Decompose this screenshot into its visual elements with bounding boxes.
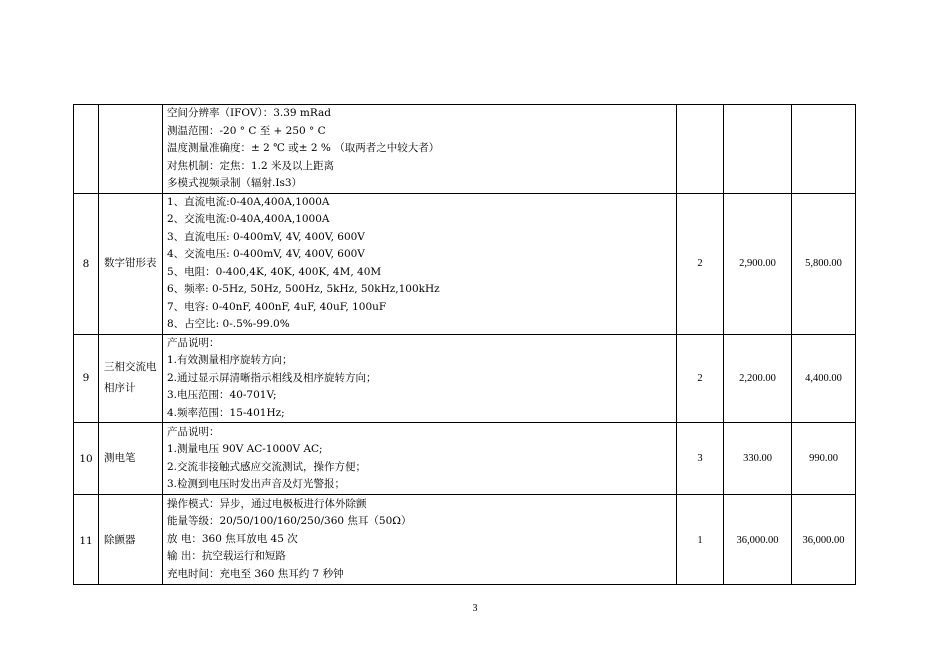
description-line: 产品说明： bbox=[167, 425, 220, 438]
description-line: 空间分辨率（IFOV）：3.39 mRad bbox=[167, 107, 331, 119]
description-line: 1.有效测量相序旋转方向； bbox=[167, 354, 293, 366]
total-price-cell: 990.00 bbox=[792, 423, 856, 495]
quantity-cell: 1 bbox=[677, 495, 724, 585]
item-number-cell: 8 bbox=[74, 193, 99, 334]
table-row bbox=[74, 495, 856, 585]
item-number-cell: 11 bbox=[74, 495, 99, 585]
description-line: 对焦机制：定焦：1.2 米及以上距离 bbox=[167, 159, 335, 172]
unit-price-cell: 2,200.00 bbox=[724, 334, 792, 423]
description-line: 4、交流电压: 0-400mV, 4V, 400V, 600V bbox=[167, 248, 365, 260]
total-price-cell: 5,800.00 bbox=[792, 193, 856, 334]
description-line: 1、直流电流:0-40A,400A,1000A bbox=[167, 195, 330, 208]
description-line: 3、直流电压: 0-400mV, 4V, 400V, 600V bbox=[167, 230, 365, 243]
description-line: 放 电：360 焦耳放电 45 次 bbox=[167, 532, 298, 545]
description-line: 充电时间：充电至 360 焦耳约 7 秒钟 bbox=[167, 567, 344, 580]
description-line: 测温范围：-20 ° C 至 + 250 ° C bbox=[167, 124, 326, 137]
unit-price-cell: 330.00 bbox=[724, 423, 792, 495]
item-name-cell: 三相交流电相序计 bbox=[99, 334, 163, 423]
equipment-spec-table bbox=[73, 104, 856, 585]
total-price-cell: 4,400.00 bbox=[792, 334, 856, 423]
description-line: 1.测量电压 90V AC-1000V AC; bbox=[167, 443, 323, 455]
description-line: 3.电压范围：40-701V; bbox=[167, 389, 277, 401]
unit-price-cell: 2,900.00 bbox=[724, 193, 792, 334]
table-row bbox=[74, 423, 856, 495]
description-line: 多模式视频录制（辐射.Is3） bbox=[167, 177, 303, 189]
description-line: 4.频率范围：15-401Hz; bbox=[167, 406, 285, 419]
item-description-cell bbox=[163, 334, 677, 423]
description-line: 产品说明： bbox=[167, 336, 220, 349]
page-number: 3 bbox=[472, 603, 478, 614]
table-body bbox=[74, 105, 856, 585]
description-line: 2.通过显示屏清晰指示相线及相序旋转方向； bbox=[167, 371, 377, 384]
item-description-cell bbox=[163, 193, 677, 334]
description-line: 5、电阻：0-400,4K, 40K, 400K, 4M, 40M bbox=[167, 265, 382, 278]
description-line: 7、电容: 0-40nF, 400nF, 4uF, 40uF, 100uF bbox=[167, 300, 387, 313]
description-line: 8、占空比: 0-.5%-99.0% bbox=[167, 318, 290, 330]
total-price-cell bbox=[792, 105, 856, 194]
description-line: 操作模式：异步，通过电极板进行体外除颤 bbox=[167, 497, 367, 510]
item-name-cell: 除颤器 bbox=[99, 495, 163, 585]
quantity-cell: 2 bbox=[677, 334, 724, 423]
item-number-cell: 10 bbox=[74, 423, 99, 495]
item-name-cell: 测电笔 bbox=[99, 423, 163, 495]
total-price-cell: 36,000.00 bbox=[792, 495, 856, 585]
item-description-cell bbox=[163, 105, 677, 194]
item-number-cell bbox=[74, 105, 99, 194]
description-line: 2、交流电流:0-40A,400A,1000A bbox=[167, 213, 330, 225]
table-row bbox=[74, 334, 856, 423]
description-line: 3.检测到电压时发出声音及灯光警报； bbox=[167, 478, 346, 490]
quantity-cell: 2 bbox=[677, 193, 724, 334]
table-row bbox=[74, 193, 856, 334]
description-line: 2.交流非接触式感应交流测试，操作方便； bbox=[167, 460, 367, 473]
quantity-cell: 3 bbox=[677, 423, 724, 495]
description-line: 能量等级：20/50/100/160/250/360 焦耳（50Ω） bbox=[167, 515, 412, 528]
item-number-cell: 9 bbox=[74, 334, 99, 423]
description-line: 输 出：抗空载运行和短路 bbox=[167, 550, 286, 563]
item-name-cell: 数字钳形表 bbox=[99, 193, 163, 334]
item-description-cell bbox=[163, 423, 677, 495]
item-name-cell bbox=[99, 105, 163, 194]
unit-price-cell: 36,000.00 bbox=[724, 495, 792, 585]
table-row bbox=[74, 105, 856, 194]
item-description-cell bbox=[163, 495, 677, 585]
description-line: 6、频率: 0-5Hz, 50Hz, 500Hz, 5kHz, 50kHz,100kHz bbox=[167, 283, 440, 295]
quantity-cell bbox=[677, 105, 724, 194]
description-line: 温度测量准确度：± 2 ℃ 或± 2 % （取两者之中较大者） bbox=[167, 142, 440, 154]
unit-price-cell bbox=[724, 105, 792, 194]
